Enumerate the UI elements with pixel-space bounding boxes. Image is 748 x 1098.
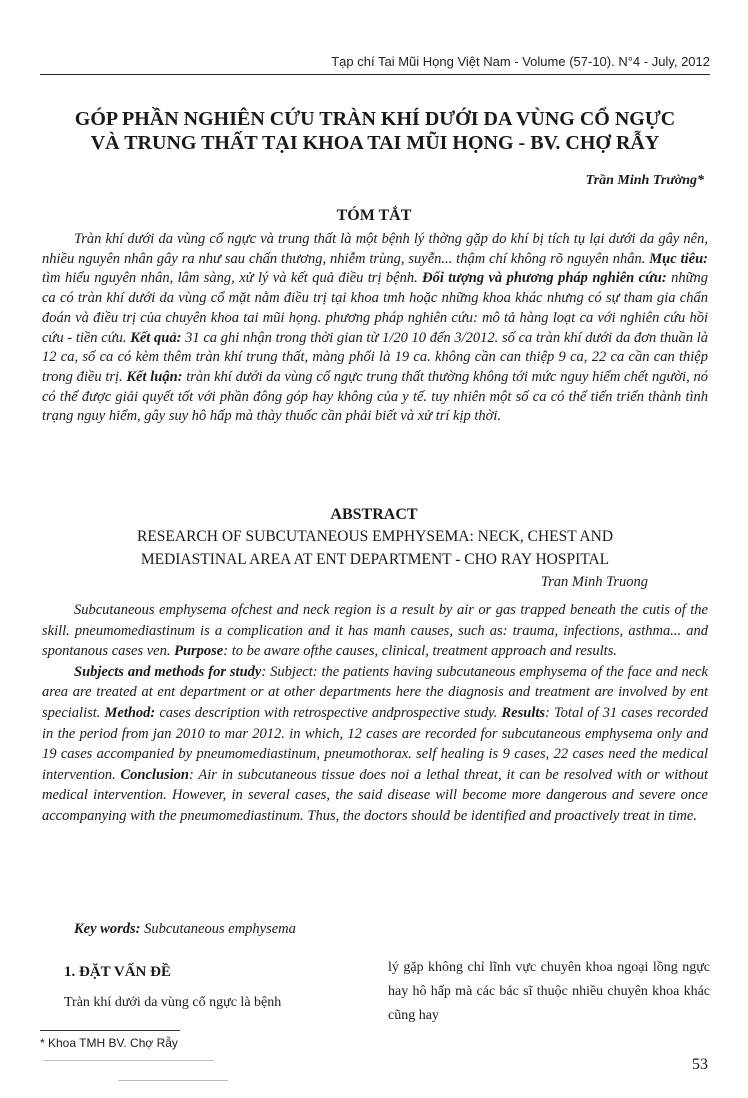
tom-tat-text-5: tràn khí dưới da vùng cổ ngực trung thất thường không tới mức nguy hiểm chết người, nó có thể được giải quyết tốt với phần đông góp hay không của y tế. tuy nhiên một số ca có thể tiến triển thành tình trạng nguy hiểm, gây suy hô hấp mà thày thuốc cần phải biết và xử trí kịp thời. [42, 368, 708, 425]
keywords-value: Subcutaneous emphysema [140, 921, 296, 937]
affiliation-footnote: * Khoa TMH BV. Chợ Rẫy [40, 1036, 178, 1050]
abstract-paragraph-1 [42, 600, 708, 662]
tom-tat-text-3: những ca có tràn khí dưới da vùng cổ mặt nằm điều trị tại khoa tmh hoặc những khoa khác nhưng có sự tham gia chẩn đoán và điều trị của chuyên khoa tai mũi họng. phương pháp nghiên cứu: mô tả hàng loạt ca với nghiên cứu hồi cứu - tiền cứu. [42, 270, 708, 346]
section-1-left-text: Tràn khí dưới da vùng cổ ngực là bệnh [64, 995, 282, 1010]
english-title-line-1: RESEARCH OF SUBCUTANEOUS EMPHYSEMA: NECK, CHEST AND [136, 528, 614, 545]
abstract-text: : Air in subcutaneous tissue does noi a lethal threat, it can be resolved with or without medical intervention. However, in several cases, the said disease will become more dangerous and severe once accompanying with the pneumomediastinum. Thus, the doctors should be identified and proactively treat in time. [42, 766, 708, 824]
abstract-paragraph-2 [42, 662, 708, 827]
abstract-text: : Total of 31 cases recorded in the period from jan 2010 to mar 2012. in which, 12 cases are recorded for subcutaneous emphysema only and 19 cases accompanied by pneumomediastinum, pneumothorax. self healing is 9 cases, 22 cases need the medical intervention. [42, 704, 708, 783]
abstract-text: cases description with retrospective andprospective study. [155, 704, 502, 721]
paper-title-line-2: VÀ TRUNG THẤT TẠI KHOA TAI MŨI HỌNG - BV. CHỢ RẪY [90, 132, 660, 154]
scan-artifact [118, 1080, 228, 1081]
body-right-column: lý gặp không chỉ lĩnh vực chuyên khoa ngoại lồng ngực hay hô hấp mà các bác sĩ thuộc nhiều chuyên khoa khác cũng hay [388, 960, 710, 1023]
abstract-body [42, 600, 708, 827]
abstract-label-subjects: Subjects and methods for study [74, 663, 262, 680]
tom-tat-label-ket-qua: Kết quả: [130, 329, 182, 346]
abstract-text: Subcutaneous emphysema ofchest and neck region is a result by air or gas trapped beneath the cutis of the skill. pneumomediastinum is a complication and it has manh causes, such as: trauma, infections, asthma... and spontanous cases ven. [42, 602, 708, 660]
tom-tat-paragraph [42, 230, 708, 427]
tom-tat-label-muc-tieu: Mục tiêu: [649, 250, 708, 267]
abstract-label-results: Results [501, 704, 546, 721]
tom-tat-heading: TÓM TẮT [336, 207, 412, 224]
body-left-column [64, 964, 372, 1015]
abstract-text: : to be aware ofthe causes, clinical, treatment approach and results. [223, 643, 617, 660]
paper-title-line-1: GÓP PHẦN NGHIÊN CỨU TRÀN KHÍ DƯỚI DA VÙNG CỔ NGỰC [74, 108, 676, 130]
section-1-heading: 1. ĐẶT VẤN ĐỀ [64, 964, 171, 980]
abstract-label-method: Method: [104, 704, 156, 721]
keywords [74, 921, 296, 938]
footnote-divider [40, 1030, 180, 1031]
abstract-heading: ABSTRACT [330, 506, 418, 523]
abstract-label-purpose: Purpose [174, 643, 224, 660]
tom-tat-text-4: 31 ca ghi nhận trong thời gian từ 1/20 10 đến 3/2012. số ca tràn khí dưới da đơn thuần là 12 ca, số ca có kèm thêm tràn khí trung thất, màng phổi là 19 ca. không cần can thiệp 9 ca, 22 ca cần can thiệp trong điều trị. [42, 329, 708, 385]
keywords-label: Key words: [74, 921, 141, 937]
english-title-line-2: MEDIASTINAL AREA AT ENT DEPARTMENT - CHO RAY HOSPITAL [140, 551, 610, 568]
tom-tat-text-2: tìm hiểu nguyên nhân, lâm sàng, xử lý và kết quả điều trị bệnh. [42, 270, 423, 287]
tom-tat-label-doi-tuong: Đối tượng và phương pháp nghiên cứu: [422, 270, 667, 287]
scan-artifact [44, 1060, 214, 1061]
author-vietnamese: Trần Minh Trường* [585, 173, 704, 188]
abstract-text: : Subject: the patients having subcutaneous emphysema of the face and neck area are treated at ent department or at other departments here the diagnosis and treatment are involved by ent specialist. [42, 663, 708, 721]
page-number: 53 [692, 1056, 708, 1073]
tom-tat-label-ket-luan: Kết luận: [126, 368, 183, 385]
author-english: Tran Minh Truong [540, 574, 648, 590]
journal-header [40, 52, 710, 75]
tom-tat-text-1: Tràn khí dưới da vùng cổ ngực và trung thất là một bệnh lý thờng gặp do khí bị tích tụ lại dưới da gây nên, nhiều nguyên nhân gây ra như sau chấn thương, nhiễm trùng, suyễn... thậm chí không rõ nguyên nhân. [42, 231, 708, 267]
journal-header-text: Tạp chí Tai Mũi Họng Việt Nam - Volume (57-10). N°4 - July, 2012 [331, 54, 710, 69]
abstract-label-conclusion: Conclusion [120, 766, 189, 783]
